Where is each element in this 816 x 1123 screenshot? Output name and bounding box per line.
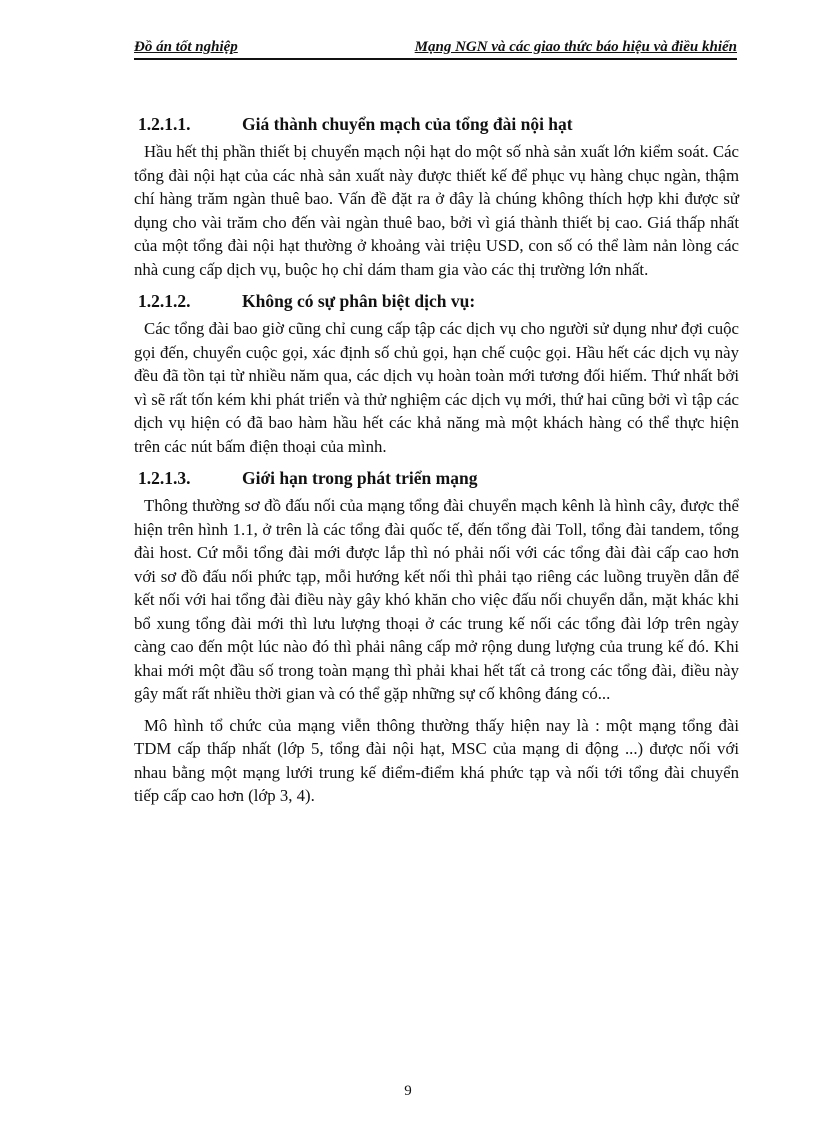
section-number: 1.2.1.1. bbox=[138, 114, 191, 134]
section-heading bbox=[138, 112, 739, 136]
section-title: Giới hạn trong phát triển mạng bbox=[242, 468, 478, 488]
header-left-title: Đồ án tốt nghiệp bbox=[134, 39, 238, 55]
document-body bbox=[134, 112, 739, 816]
page-number: 9 bbox=[404, 1083, 412, 1099]
section-number: 1.2.1.3. bbox=[138, 468, 191, 488]
paragraph: Mô hình tổ chức của mạng viễn thông thường thấy hiện nay là : một mạng tổng đài TDM cấp thấp nhất (lớp 5, tổng đài nội hạt, MSC của mạng di động ...) được nối với nhau bằng một mạng lưới trung kế điểm-điểm khá phức tạp và nối tới tổng đài chuyển tiếp cấp cao hơn (lớp 3, 4). bbox=[134, 715, 739, 805]
section-title: Giá thành chuyển mạch của tổng đài nội hạt bbox=[242, 114, 573, 134]
section-1-2-1-1 bbox=[134, 112, 739, 281]
paragraph: Các tổng đài bao giờ cũng chỉ cung cấp tập các dịch vụ cho người sử dụng như đợi cuộc gọi đến, chuyển cuộc gọi, xác định số chủ gọi, hạn chế cuộc gọi. Hầu hết các dịch vụ này đều đã tồn tại từ nhiều năm qua, các dịch vụ hoàn toàn mới tương đối hiếm. Thứ nhất bởi vì sẽ rất tốn kém khi phát triển và thử nghiệm các dịch vụ mới, thứ hai cũng bởi vì tập các dịch vụ hiện có đã bao hàm hầu hết các khả năng mà một khách hàng có thể thực hiện trên các nút bấm điện thoại của mình. bbox=[134, 319, 739, 456]
page-header bbox=[134, 36, 737, 60]
header-right-title: Mạng NGN và các giao thức báo hiệu và điều khiển bbox=[414, 39, 737, 55]
paragraph: Thông thường sơ đồ đấu nối của mạng tổng đài chuyển mạch kênh là hình cây, được thể hiện trên hình 1.1, ở trên là các tổng đài quốc tế, đến tổng đài Toll, tổng đài tandem, tổng đài host. Cứ mỗi tổng đài mới được lắp thì nó phải nối với các tổng đài đài cấp cao hơn với sơ đồ đấu nối phức tạp, mỗi hướng kết nối thì phải tạo riêng các luồng truyền dẫn để kết nối với hai tổng đài điều này gây khó khăn cho việc đấu nối chuyển dẫn, mặt khác khi bổ xung tổng đài mới thì lưu lượng thoại ở các trung kế nối các tổng đài lớp trên ngày càng cao đến một lúc nào đó thì phải nâng cấp mở rộng dung lượng của trung kế đó. Khi khai mới một đầu số trong toàn mạng thì phải khai hết tất cả trong các tổng đài, điều này gây mất rất nhiều thời gian và có thể gặp những sự cố không đáng có... bbox=[134, 496, 739, 703]
paragraph: Hầu hết thị phần thiết bị chuyển mạch nội hạt do một số nhà sản xuất lớn kiểm soát. Các tổng đài nội hạt của các nhà sản xuất này được thiết kế để phục vụ hàng chục ngàn, thậm chí hàng trăm ngàn thuê bao. Vấn đề đặt ra ở đây là chúng không thích hợp khi được sử dụng cho vài trăm cho đến vài ngàn thuê bao, bởi vì giá thành thiết bị cao. Giá thấp nhất của một tổng đài nội hạt thường ở khoảng vài triệu USD, con số có thể làm nản lòng các nhà cung cấp dịch vụ, buộc họ chỉ dám tham gia vào các thị trường lớn nhất. bbox=[134, 142, 739, 279]
section-number: 1.2.1.2. bbox=[138, 291, 191, 311]
section-heading bbox=[138, 466, 739, 490]
section-title: Không có sự phân biệt dịch vụ: bbox=[242, 291, 476, 311]
section-1-2-1-2 bbox=[134, 289, 739, 458]
section-heading bbox=[138, 289, 739, 313]
section-1-2-1-3 bbox=[134, 466, 739, 808]
